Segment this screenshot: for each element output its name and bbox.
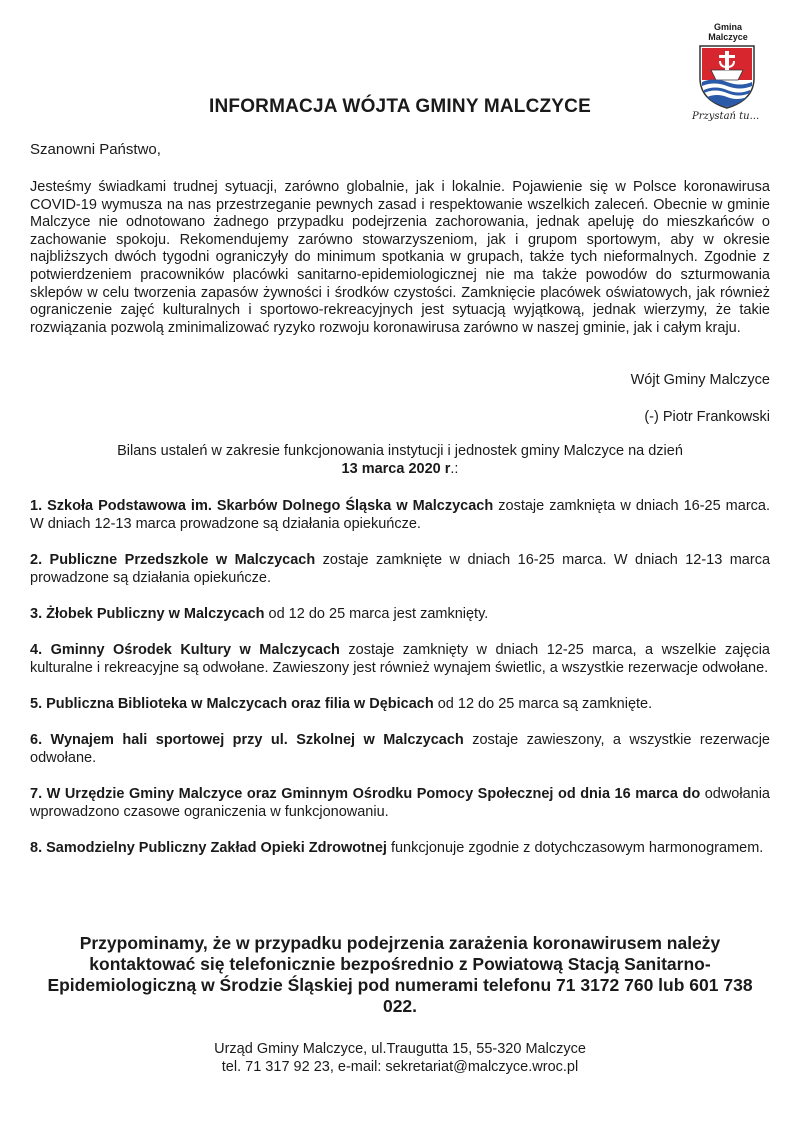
list-item [30, 605, 770, 623]
contact-phone-email: tel. 71 317 92 23, e-mail: sekretariat@malczyce.wroc.pl [221, 1059, 579, 1075]
contact-footer [0, 1040, 800, 1076]
list-item [30, 497, 770, 533]
item-text: zostaje zawieszony, a wszystkie rezerwacje odwołane. [30, 732, 770, 766]
logo-motto: Przystań tu... [692, 111, 760, 122]
bilans-line: Bilans ustaleń w zakresie funkcjonowania instytucji i jednostek gminy Malczyce na dzień [117, 443, 683, 459]
status-list [30, 497, 770, 875]
item-bold: 5. Publiczna Biblioteka w Malczycach oraz filia w Dębicach [30, 696, 434, 712]
logo-name-line1: Gmina [713, 22, 742, 32]
signature-name: (-) Piotr Frankowski [644, 409, 770, 425]
document-title: INFORMACJA WÓJTA GMINY MALCZYCE [209, 96, 591, 117]
bilans-date: 13 marca 2020 r [341, 461, 451, 477]
item-bold: 4. Gminny Ośrodek Kultury w Malczycach [30, 642, 340, 658]
health-notice: Przypominamy, że w przypadku podejrzenia zarażenia koronawirusem należy kontaktować się telefonicznie bezpośrednio z Powiatową Stacją Sanitarno-Epidemiologiczną w Środzie Śląskiej pod numerami telefonu 71 3172 760 lub 601 738 022. [47, 933, 753, 1016]
item-bold: 8. Samodzielny Publiczny Zakład Opieki Zdrowotnej [30, 840, 387, 856]
item-text: zostaje zamknięte w dniach 16-25 marca. W dniach 12-13 marca prowadzone są działania opiekuńcze. [30, 552, 771, 586]
item-text: funkcjonuje zgodnie z dotychczasowym harmonogramem. [386, 840, 764, 856]
bilans-date-suffix: .: [450, 461, 459, 477]
item-bold: 6. Wynajem hali sportowej przy ul. Szkolnej w Malczycach [30, 732, 464, 748]
list-item [30, 839, 770, 857]
greeting: Szanowni Państwo, [30, 141, 161, 158]
item-bold: 3. Żłobek Publiczny w Malczycach [30, 606, 265, 622]
list-item [30, 731, 770, 767]
list-item [30, 551, 770, 587]
bilans-heading [30, 442, 770, 478]
item-text: zostaje zamknięta w dniach 16-25 marca. W dniach 12-13 marca prowadzone są działania opiekuńcze. [30, 498, 770, 532]
list-item [30, 695, 770, 713]
item-text: od 12 do 25 marca są zamknięte. [433, 696, 653, 712]
contact-address: Urząd Gminy Malczyce, ul.Traugutta 15, 55-320 Malczyce [214, 1041, 586, 1057]
signature-role: Wójt Gminy Malczyce [630, 372, 770, 388]
logo-name-line2: Malczyce [708, 32, 748, 42]
intro-paragraph: Jesteśmy świadkami trudnej sytuacji, zarówno globalnie, jak i lokalnie. Pojawienie się w Polsce koronawirusa COVID-19 wymusza na nas przestrzeganie pewnych zasad i respektowanie wszelkich zaleceń. Obecnie w gminie Malczyce nie odnotowano żadnego przypadku podejrzenia zachorowania, jednak apeluję do mieszkańców o zachowanie spokoju. Rekomendujemy zarówno stowarzyszeniom, jak i grupom sportowym, aby w okresie najbliższych dwóch tygodni ograniczyły do minimum spotkania w grupach, także tych nieformalnych. Zgodnie z potwierdzeniem pracowników placówki sanitarno-epidemiologicznej nie ma także powodów do szturmowania sklepów w celu tworzenia zapasów żywności i środków czystości. Zamknięcie placówek oświatowych, jak również ograniczenie zajęć kulturalnych i sportowo-rekreacyjnych jest sytuacją wyjątkową, jednak wierzymy, że takie rozwiązania pozwolą zminimalizować ryzyko rozwoju koronawirusa zarówno w naszej gminie, jak i całym kraju. [30, 179, 770, 336]
list-item [30, 785, 770, 821]
list-item [30, 641, 770, 677]
item-bold: 1. Szkoła Podstawowa im. Skarbów Dolnego Śląska w Malczycach [30, 498, 494, 514]
item-text: odwołania wprowadzono czasowe ograniczenia w funkcjonowaniu. [30, 786, 771, 820]
item-text: zostaje zamknięty w dniach 12-25 marca, a wszelkie zajęcia kulturalne i rekreacyjne są odwołane. Zawieszony jest również wynajem świetlic, a wszystkie rezerwacje odwołane. [30, 642, 770, 676]
item-bold: 2. Publiczne Przedszkole w Malczycach [30, 552, 316, 568]
item-bold: 7. W Urzędzie Gminy Malczyce oraz Gminnym Ośrodku Pomocy Społecznej od dnia 16 marca do [30, 786, 701, 802]
item-text: od 12 do 25 marca jest zamknięty. [264, 606, 489, 622]
logo-name [686, 22, 770, 42]
